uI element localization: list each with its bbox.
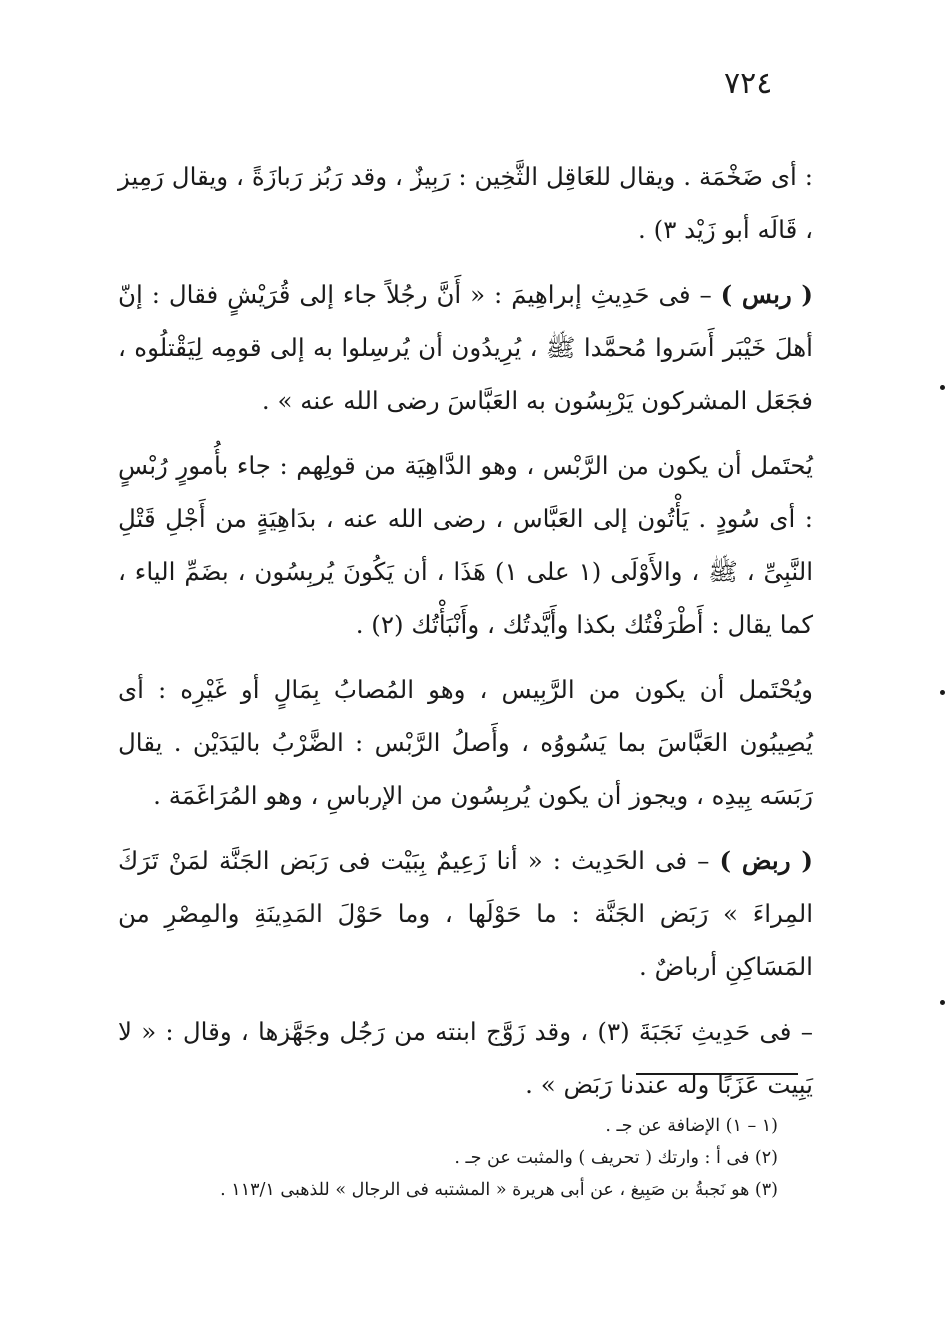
paragraph [118,1005,813,1111]
footnotes [118,1110,778,1206]
main-text [118,150,813,1111]
paragraph [118,150,813,256]
entry-rbs [118,268,813,427]
footnote-divider [636,1073,798,1075]
entry-heading: ( ربس ) [720,280,813,309]
footnote: (٢) فى أ : وارتك ( تحريف ) والمثبت عن جـ . [454,1148,778,1168]
footnote: (٣) هو نَجبةُ بن صَبِيغ ، عن أبى هريرة « المشتبه فى الرجال » للذهبى ١١٣/١ . [220,1180,778,1200]
paragraph [118,439,813,651]
paragraph [118,663,813,822]
entry-rbd [118,834,813,993]
page-number: ٧٢٤ [724,66,773,101]
paragraph-text: – فى حَدِيثِ نَجَبَةَ (٣) ، وقد زَوَّج ابنته من رَجُل وجَهَّزها ، وقال : « لا يَبِيت عَزَبًا وله عندنا رَبَض » . [118,1017,813,1099]
margin-mark [940,385,945,390]
margin-mark [940,1000,945,1005]
paragraph-text: يُحتَمل أن يكون من الرَّبْس ، وهو الدَّاهِيَة من قولِهم : جاء بأُمورٍ رُبْسٍ : أى سُودٍ . يَأْتُون إلى العَبَّاس ، رضى الله عنه ، بدَاهِيَةٍ من أَجْلِ قَتْلِ النَّبِىِّ ، ﷺ ، والأَوْلَى (١ على ١) هَذَا ، أن يَكُونَ يُربِسُون ، بضَمِّ الياء ، كما يقال : أَطْرَفْتُك بكذا وأَيَّدتُك ، وأَنْبَأْتُك (٢) . [118,451,814,639]
paragraph-text: – فى الحَدِيث : « أنا زَعِيمٌ بِبَيْت فى رَبَض الجَنَّة لمَنْ تَرَكَ المِراءَ » رَبَض الجَنَّة : ما حَوْلَها ، وما حَوْلَ المَدِينَةِ والمِصْرِ من المَسَاكِنِ أرباضٌ . [118,846,813,981]
paragraph-text: : أى ضَخْمَة . ويقال للعَاقِل الثَّخِين : رَبِيزٌ ، وقد رَبُز رَبازَةً ، ويقال رَمِيز ، قَالَه أبو زَيْد ٣) . [118,162,813,244]
footnote: (١ – ١) الإضافة عن جـ . [605,1116,778,1136]
entry-heading: ( ربض ) [719,846,813,875]
paragraph-text: – فى حَدِيثِ إبراهِيمَ : « أَنَّ رجُلاً جاء إلى قُرَيْشٍ فقال : إنّ أهلَ خَيْبَر أَسَروا مُحمَّدا ﷺ ، يُرِيدُون أن يُرسِلوا به إلى قومِه لِيَقْتلُوه ، فجَعَل المشركون يَرْبِسُون به العَبَّاسَ رضى الله عنه » . [118,280,813,415]
margin-mark [940,690,945,695]
paragraph-text: ويُحْتَمل أن يكون من الرَّبِيس ، وهو المُصابُ بِمَالٍ أو غَيْرِه : أى يُصِيبُون العَبَّاسَ بما يَسُووُه ، وأَصلُ الرَّبْس : الضَّرْبُ باليَدَيْن . يقال رَبَسَه بِيدِه ، ويجوز أن يكون يُربِسُون من الإرباسِ ، وهو المُرَاغَمَة . [118,675,813,810]
